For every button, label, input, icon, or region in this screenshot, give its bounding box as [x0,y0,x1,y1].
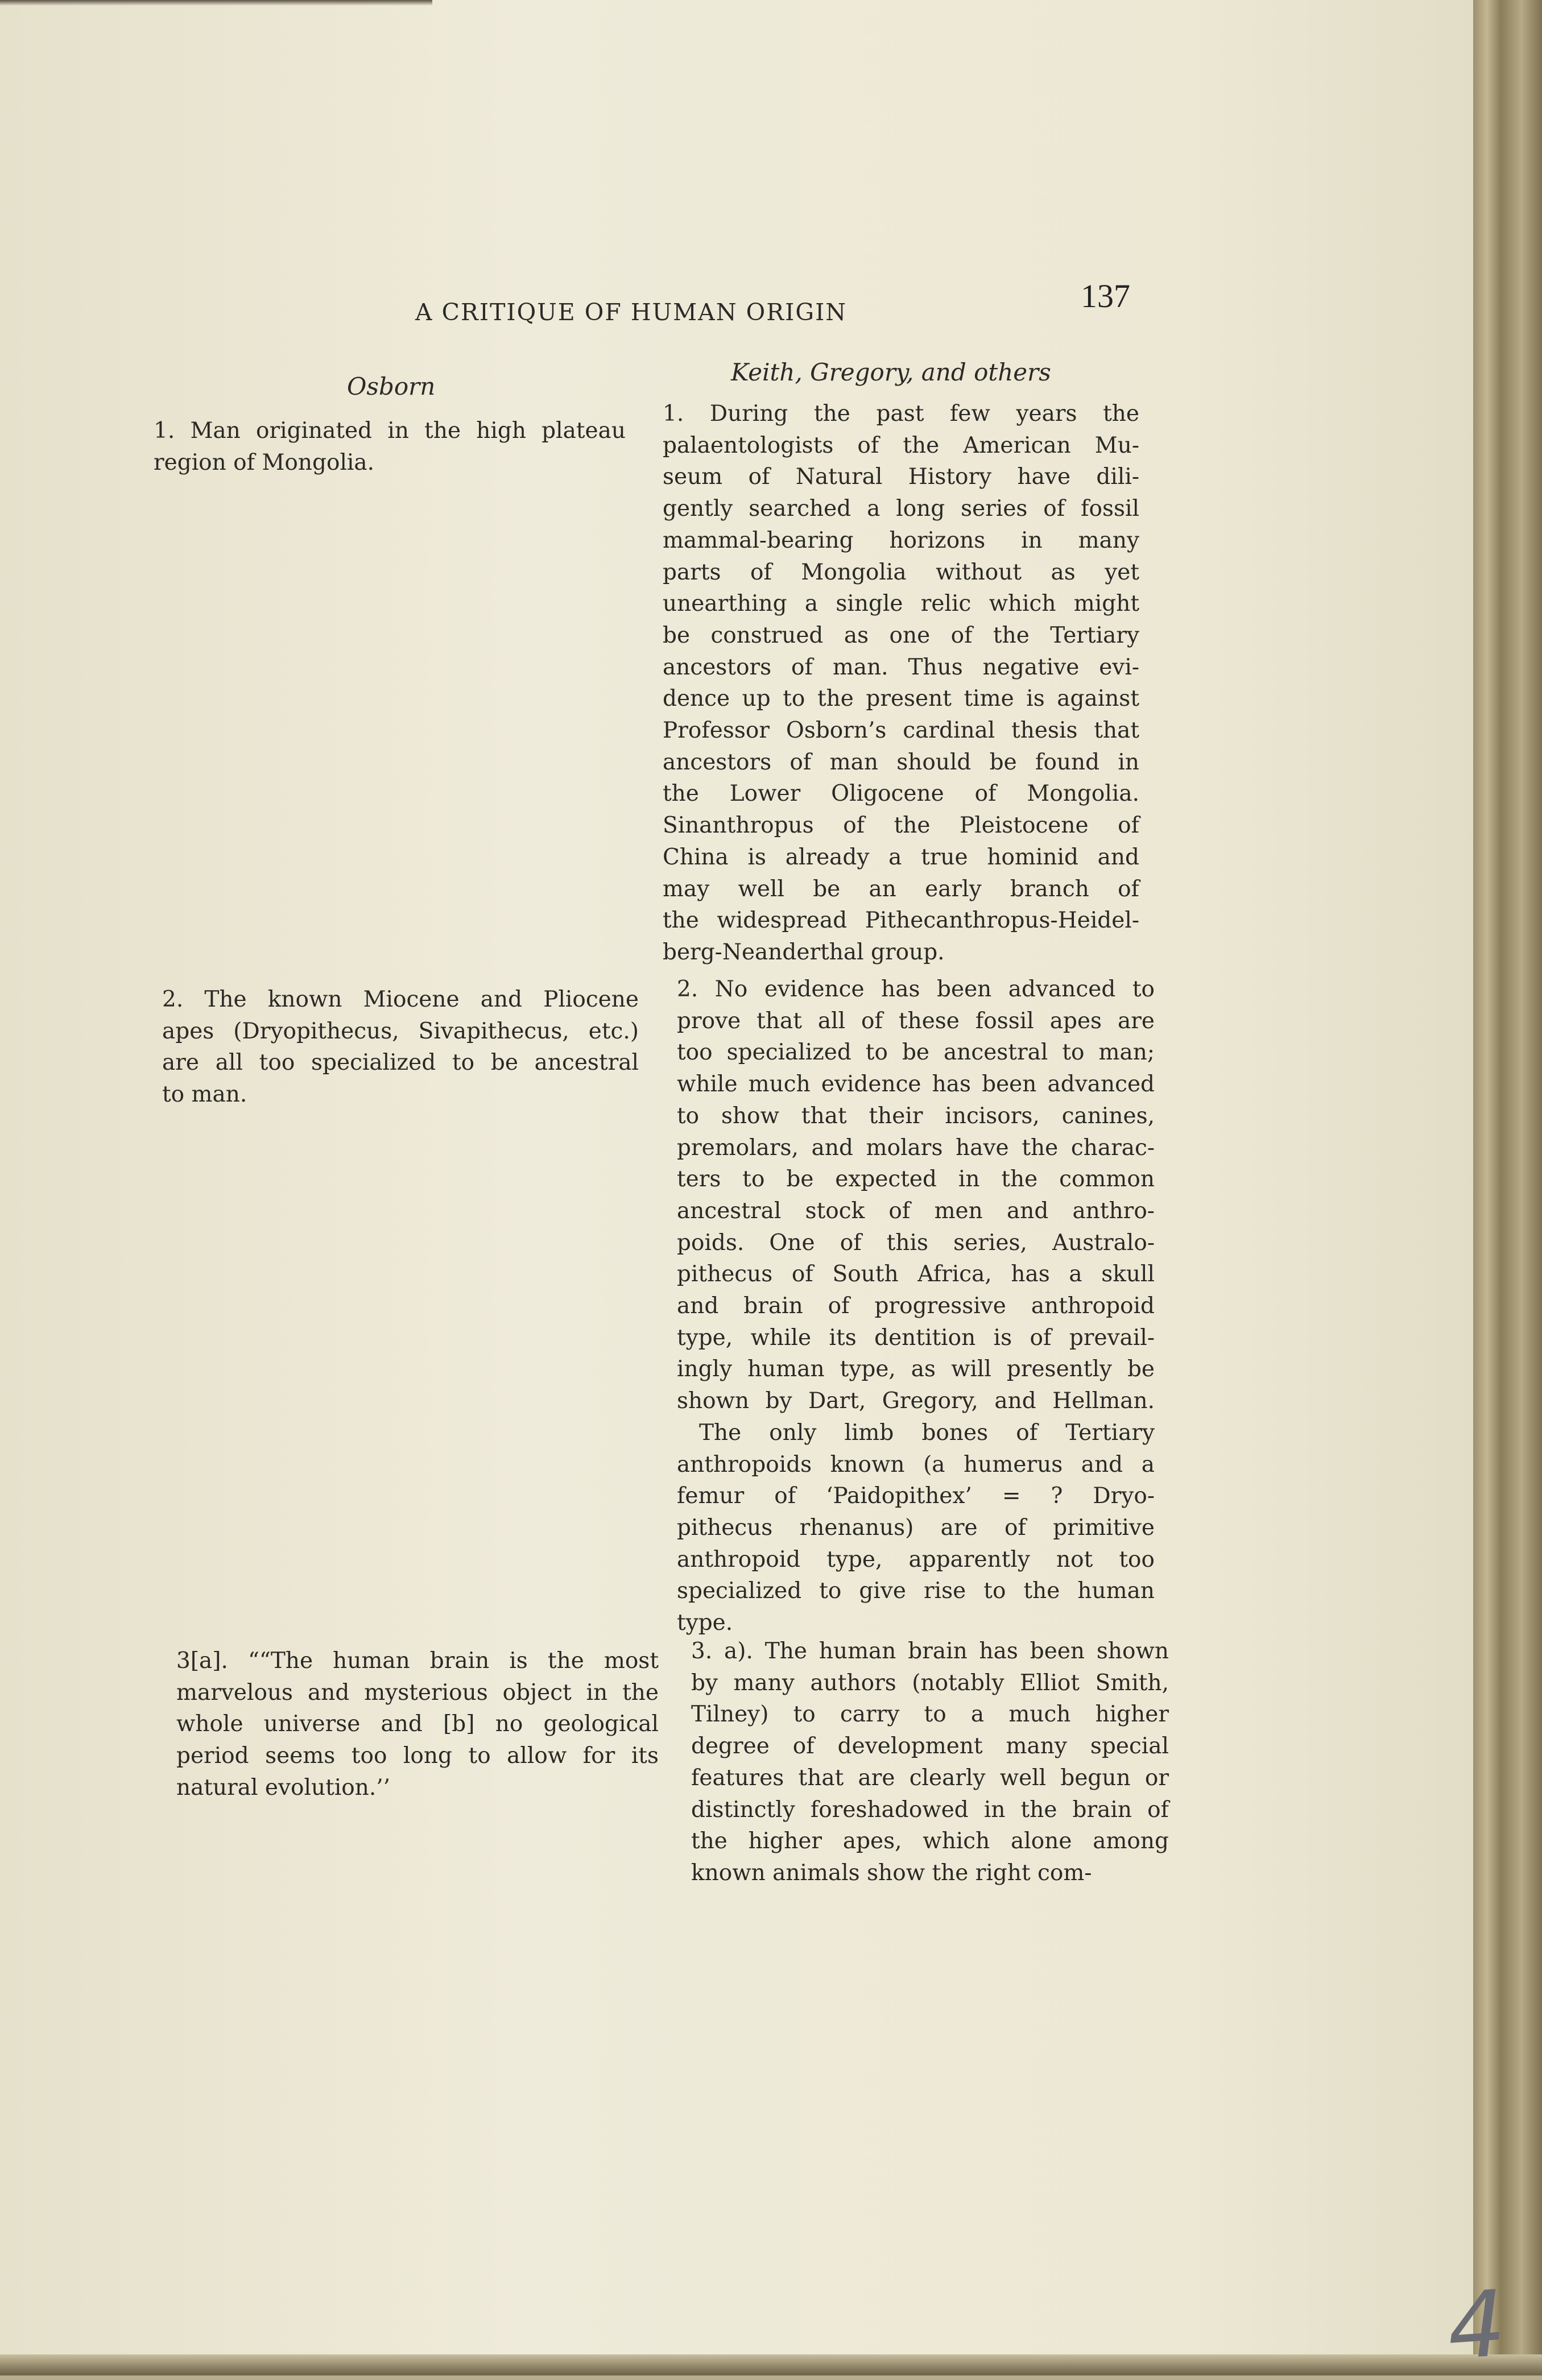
text-line: ancestors of man. Thus negative evi- [663,654,1139,680]
text-line: whole universe and [b] no geological [176,1711,659,1737]
text-line: ingly human type, as will presently be [677,1356,1155,1383]
text-line: features that are clearly well begun or [691,1765,1169,1791]
osborn-point-1 [154,415,626,478]
text-line: Professor Osborn’s cardinal thesis that [663,718,1139,744]
running-head: A CRITIQUE OF HUMAN ORIGIN [415,299,848,326]
text-line: Sinanthropus of the Pleistocene of [663,813,1139,839]
response-point-2 [677,974,1155,1639]
text-line: femur of ‘Paidopithex’ = ? Dryo- [677,1483,1155,1509]
text-line: premolars, and molars have the charac- [677,1135,1155,1161]
text-line: specialized to give rise to the human [677,1578,1155,1604]
handwritten-folio-number: 4 [1444,2270,1510,2380]
text-line: ancestral stock of men and anthro- [677,1198,1155,1224]
text-line: may well be an early branch of [663,876,1139,902]
text-line: The only limb bones of Tertiary [677,1419,1155,1446]
text-line: to show that their incisors, canines, [677,1103,1155,1129]
text-line: unearthing a single relic which might [663,591,1139,617]
text-line: mammal-bearing horizons in many [663,527,1139,553]
left-column-heading: Osborn [347,372,436,400]
osborn-point-2 [162,984,639,1111]
text-line: known animals show the right com- [691,1860,1092,1886]
text-line: type, while its dentition is of prevail- [677,1324,1155,1351]
text-line: marvelous and mysterious object in the [176,1679,659,1706]
text-line: natural evolution.’’ [176,1774,391,1800]
text-line: and brain of progressive anthropoid [677,1293,1155,1319]
text-line: apes (Dryopithecus, Sivapithecus, etc.) [162,1018,639,1044]
text-line: be construed as one of the Tertiary [663,622,1139,648]
text-line: too specialized to be ancestral to man; [677,1040,1155,1066]
text-line: prove that all of these fossil apes are [677,1008,1155,1034]
top-edge-shadow [0,0,432,6]
text-line: anthropoids known (a humerus and a [677,1451,1155,1477]
text-line: ancestors of man should be found in [663,749,1139,775]
text-line: to man. [162,1082,247,1108]
text-line: by many authors (notably Elliot Smith, [691,1670,1169,1696]
text-line: 2. The known Miocene and Pliocene [162,987,639,1012]
text-line: parts of Mongolia without as yet [663,559,1139,585]
response-point-3 [691,1636,1169,1889]
response-point-1 [663,398,1139,968]
right-column-heading: Keith, Gregory, and others [731,358,1051,386]
text-line: Tilney) to carry to a much higher [691,1702,1169,1728]
text-line: degree of development many special [691,1733,1169,1760]
text-line: anthropoid type, apparently not too [677,1546,1155,1572]
text-line: 3[a]. ““The human brain is the most [176,1648,659,1674]
text-line: berg-Neanderthal group. [663,939,945,965]
text-line: pithecus rhenanus) are of primitive [677,1514,1155,1541]
text-line: type. [677,1610,733,1636]
text-line: the widespread Pithecanthropus-Heidel- [663,908,1139,934]
text-line: period seems too long to allow for its [176,1743,659,1769]
text-line: while much evidence has been advanced [677,1071,1155,1098]
text-line: dence up to the present time is against [663,686,1139,712]
text-line: shown by Dart, Gregory, and Hellman. [677,1388,1155,1414]
text-line: the Lower Oligocene of Mongolia. [663,781,1139,807]
right-binding-edge [1473,0,1542,2375]
text-line: region of Mongolia. [154,449,375,475]
text-line: 1. Man originated in the high plateau [154,418,626,444]
text-line: pithecus of South Africa, has a skull [677,1261,1155,1288]
text-line: the higher apes, which alone among [691,1828,1169,1855]
text-line: are all too specialized to be ancestral [162,1050,639,1076]
bottom-page-edge [0,2354,1542,2375]
page-header [0,270,1542,327]
osborn-point-3 [176,1645,659,1804]
text-line: 2. No evidence has been advanced to [677,976,1155,1002]
text-line: seum of Natural History have dili- [663,464,1139,490]
text-line: palaentologists of the American Mu- [663,432,1139,458]
text-line: distinctly foreshadowed in the brain of [691,1797,1169,1823]
text-line: poids. One of this series, Australo- [677,1230,1155,1256]
text-line: 3. a). The human brain has been shown [691,1638,1169,1664]
text-line: 1. During the past few years the [663,401,1139,427]
text-line: gently searched a long series of fossil [663,496,1139,522]
page-number: 137 [1081,278,1130,314]
text-line: China is already a true hominid and [663,844,1139,870]
text-line: ters to be expected in the common [677,1166,1155,1193]
